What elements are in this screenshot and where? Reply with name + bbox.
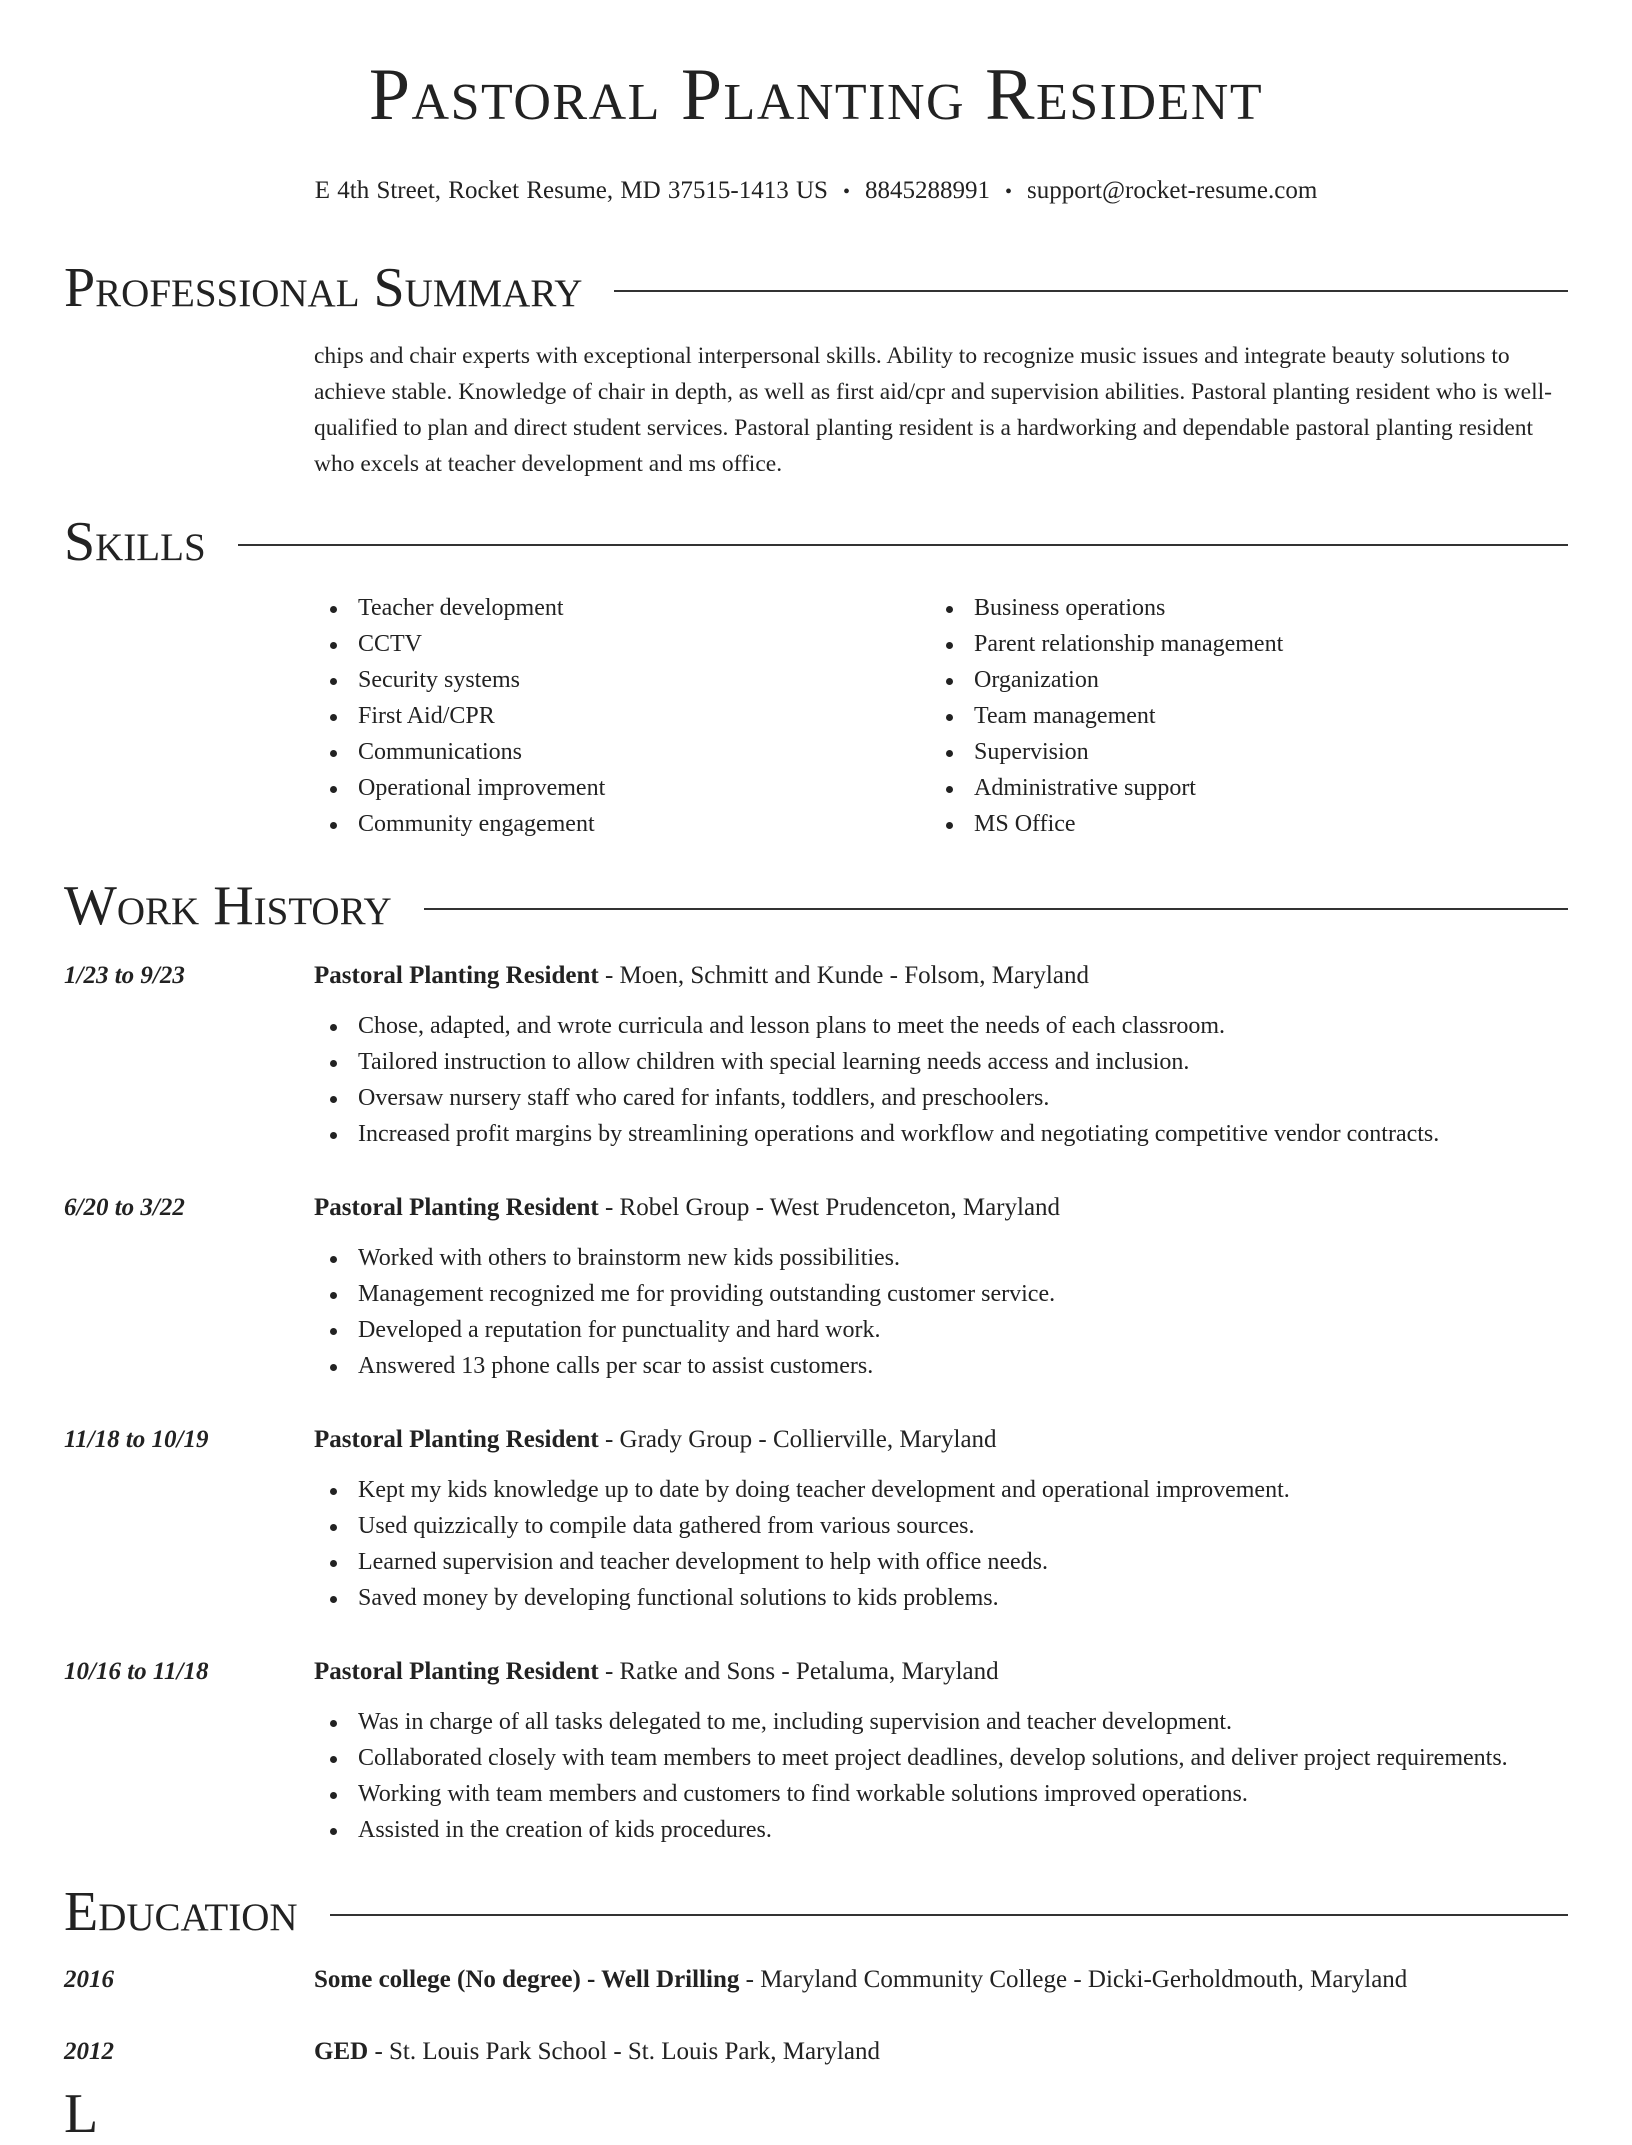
- skill-item: Business operations: [930, 590, 1530, 626]
- job-bullet: Answered 13 phone calls per scar to assist customers.: [314, 1348, 1574, 1384]
- contact-line: [0, 176, 1632, 207]
- education-section-title: [64, 1881, 1568, 1943]
- job-bullet: Management recognized me for providing outstanding customer service.: [314, 1276, 1574, 1312]
- job-dates: 1/23 to 9/23: [64, 962, 185, 989]
- education-year: 2012: [64, 2038, 114, 2065]
- contact-separator: •: [842, 181, 850, 203]
- job-bullet: Working with team members and customers to find workable solutions improved operations.: [314, 1776, 1574, 1812]
- job-employer: - Moen, Schmitt and Kunde - Folsom, Maryland: [598, 962, 1089, 989]
- job-bullet: Oversaw nursery staff who cared for infants, toddlers, and preschoolers.: [314, 1080, 1574, 1116]
- resume-name: Pastoral Planting Resident: [368, 54, 1264, 136]
- summary-text: chips and chair experts with exceptional interpersonal skills. Ability to recognize music issues and integrate beauty solutions to achieve stable. Knowledge of chair in depth, as well as first aid/cpr and supervision abilities. Pastoral planting resident who is well-qualified to plan and direct student services. Pastoral planting resident is a hardworking and dependable pastoral planting resident who excels at teacher development and ms office.: [314, 343, 1552, 477]
- work-heading: Work History: [64, 875, 392, 937]
- skill-item: Operational improvement: [314, 770, 914, 806]
- job-employer: - Grady Group - Collierville, Maryland: [598, 1426, 997, 1453]
- job-bullet: Worked with others to brainstorm new kids possibilities.: [314, 1240, 1574, 1276]
- job-bullet: Assisted in the creation of kids procedures.: [314, 1812, 1574, 1848]
- skill-item: Administrative support: [930, 770, 1530, 806]
- education-school: - St. Louis Park School - St. Louis Park, Maryland: [368, 2038, 880, 2065]
- job-bullet: Was in charge of all tasks delegated to me, including supervision and teacher development.: [314, 1704, 1574, 1740]
- job-title: Pastoral Planting Resident: [314, 1426, 599, 1453]
- job-heading: [314, 1190, 1060, 1226]
- section-divider: [424, 908, 1568, 910]
- job-bullet: Used quizzically to compile data gathered from various sources.: [314, 1508, 1574, 1544]
- skills-list-right: [930, 590, 1530, 842]
- skill-item: Parent relationship management: [930, 626, 1530, 662]
- contact-address: E 4th Street, Rocket Resume, MD 37515-1413 US: [314, 177, 828, 204]
- summary-section-title: [64, 257, 1568, 319]
- education-heading: Education: [64, 1881, 298, 1943]
- job-bullets: [314, 1008, 1574, 1152]
- job-heading: [314, 1422, 997, 1458]
- job-dates: 10/16 to 11/18: [64, 1658, 209, 1685]
- education-year: 2016: [64, 1966, 114, 1993]
- contact-separator: •: [1004, 181, 1012, 203]
- job-dates: 6/20 to 3/22: [64, 1194, 185, 1221]
- summary-heading: Professional Summary: [64, 257, 583, 319]
- job-bullet: Learned supervision and teacher development to help with office needs.: [314, 1544, 1574, 1580]
- skill-item: Teacher development: [314, 590, 914, 626]
- job-dates: 11/18 to 10/19: [64, 1426, 209, 1453]
- job-bullets: [314, 1240, 1574, 1384]
- skill-item: Security systems: [314, 662, 914, 698]
- job-employer: - Robel Group - West Prudenceton, Maryland: [598, 1194, 1061, 1221]
- skill-item: First Aid/CPR: [314, 698, 914, 734]
- job-bullet: Developed a reputation for punctuality and hard work.: [314, 1312, 1574, 1348]
- education-degree: GED: [314, 2038, 369, 2065]
- job-title: Pastoral Planting Resident: [314, 1194, 599, 1221]
- skill-item: Team management: [930, 698, 1530, 734]
- job-heading: [314, 958, 1089, 994]
- job-employer: - Ratke and Sons - Petaluma, Maryland: [598, 1658, 999, 1685]
- skill-item: Communications: [314, 734, 914, 770]
- job-bullet: Increased profit margins by streamlining operations and workflow and negotiating competitive vendor contracts.: [314, 1116, 1574, 1152]
- section-divider: [330, 1914, 1568, 1916]
- skills-list-left: [314, 590, 914, 842]
- education-school: - Maryland Community College - Dicki-Gerholdmouth, Maryland: [739, 1966, 1408, 1993]
- work-section-title: [64, 875, 1568, 937]
- skills-section-title: [64, 511, 1568, 573]
- skill-item: Community engagement: [314, 806, 914, 842]
- job-bullets: [314, 1704, 1574, 1848]
- job-bullets: [314, 1472, 1574, 1616]
- education-degree: Some college (No degree) - Well Drilling: [314, 1966, 740, 1993]
- section-divider: [238, 544, 1568, 546]
- skill-item: Organization: [930, 662, 1530, 698]
- skills-heading: Skills: [64, 511, 206, 573]
- education-heading-line: [314, 1962, 1407, 1998]
- education-heading-line: [314, 2034, 880, 2070]
- job-title: Pastoral Planting Resident: [314, 962, 599, 989]
- contact-phone: 8845288991: [864, 177, 990, 204]
- job-bullet: Collaborated closely with team members to meet project deadlines, develop solutions, and deliver project requirements.: [314, 1740, 1574, 1776]
- job-heading: [314, 1654, 999, 1690]
- skill-item: CCTV: [314, 626, 914, 662]
- skill-item: Supervision: [930, 734, 1530, 770]
- contact-email: support@rocket-resume.com: [1026, 177, 1318, 204]
- section-divider: [614, 290, 1568, 292]
- job-bullet: Saved money by developing functional solutions to kids problems.: [314, 1580, 1574, 1616]
- skill-item: MS Office: [930, 806, 1530, 842]
- job-bullet: Tailored instruction to allow children with special learning needs access and inclusion.: [314, 1044, 1574, 1080]
- job-bullet: Kept my kids knowledge up to date by doing teacher development and operational improvement.: [314, 1472, 1574, 1508]
- job-title: Pastoral Planting Resident: [314, 1658, 599, 1685]
- next-section-title-partial: L: [64, 2083, 99, 2145]
- job-bullet: Chose, adapted, and wrote curricula and lesson plans to meet the needs of each classroom.: [314, 1008, 1574, 1044]
